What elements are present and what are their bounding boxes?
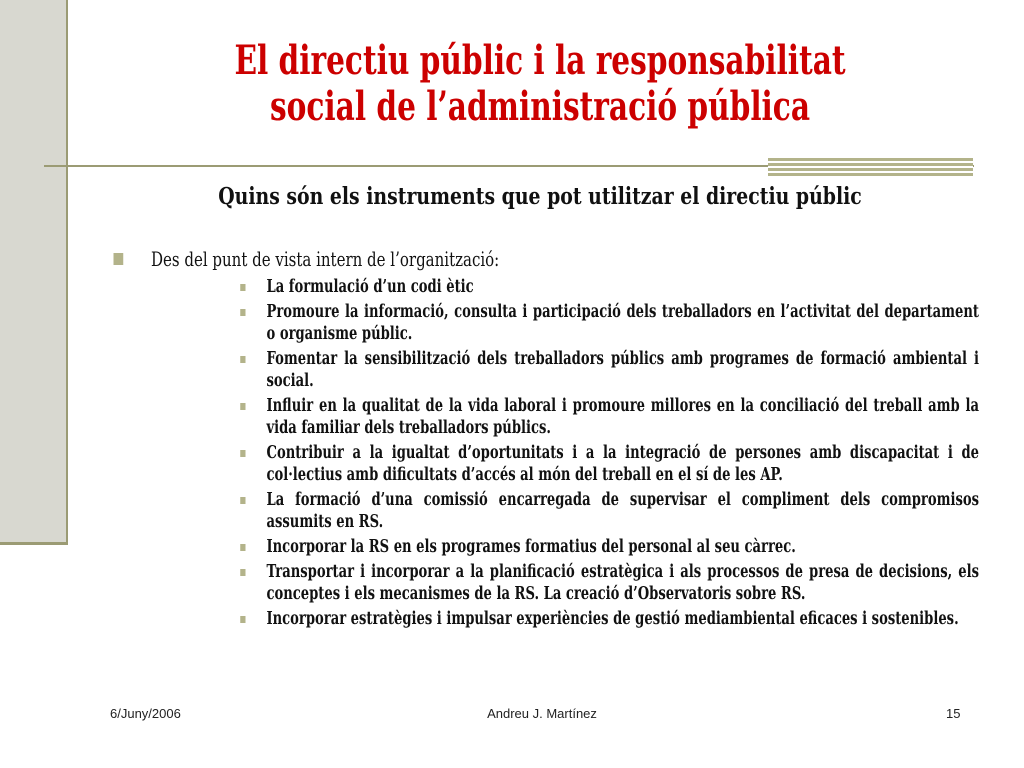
sub-bullet-item (240, 608, 979, 630)
small-square-bullet-icon (240, 309, 245, 316)
small-square-bullet-icon (240, 450, 245, 457)
sub-bullet-text: Contribuir a la igualtat d’oportunitats i a la integració de persones amb discapacitat i de col·lectius amb dificultats d’accés al món del treball en el sí de les AP. (266, 443, 979, 485)
sub-bullet-text: Promoure la informació, consulta i participació dels treballadors en l’activitat del departament o organisme públic. (266, 302, 979, 344)
square-bullet-icon (114, 253, 124, 265)
small-square-bullet-icon (240, 497, 245, 504)
small-square-bullet-icon (240, 616, 245, 623)
sub-bullet-item (240, 561, 979, 605)
slide-title: El directiu públic i la responsabilitat social de l’administració pública (234, 37, 846, 130)
footer-page-number: 15 (946, 706, 961, 721)
sub-bullet-text: Influir en la qualitat de la vida laboral i promoure millores en la conciliació del treball amb la vida familiar dels treballadors públics. (266, 396, 979, 438)
small-square-bullet-icon (240, 403, 245, 410)
title-divider-accent (768, 158, 973, 178)
main-bullet (112, 246, 862, 272)
sub-bullet-text: Incorporar la RS en els programes formatius del personal al seu càrrec. (266, 537, 796, 557)
sub-bullet-item (240, 276, 979, 298)
sub-bullet-text: La formulació d’un codi ètic (266, 277, 474, 297)
small-square-bullet-icon (240, 569, 245, 576)
sub-bullet-text: Incorporar estratègies i impulsar experiències de gestió mediambiental eficaces i sostenibles. (266, 609, 959, 629)
small-square-bullet-icon (240, 284, 245, 291)
slide-subtitle: Quins són els instruments que pot utilitzar el directiu públic (218, 183, 862, 210)
sub-bullet-text: Transportar i incorporar a la planificació estratègica i als processos de presa de decisions, els conceptes i els mecanismes de la RS. La creació d’Observatoris sobre RS. (266, 562, 979, 604)
sub-bullet-text: La formació d’una comissió encarregada de supervisar el compliment dels compromisos assumits en RS. (266, 490, 979, 532)
sub-bullet-item (240, 442, 979, 486)
footer-date: 6/Juny/2006 (110, 706, 181, 721)
left-decorative-bar (0, 0, 68, 545)
small-square-bullet-icon (240, 356, 245, 363)
main-bullet-text: Des del punt de vista intern de l’organització: (151, 247, 500, 271)
sub-bullet-text: Fomentar la sensibilització dels treballadors públics amb programes de formació ambiental i social. (266, 349, 979, 391)
sub-bullet-item (240, 536, 979, 558)
small-square-bullet-icon (240, 544, 245, 551)
slide-content (112, 246, 979, 633)
sub-bullet-item (240, 301, 979, 345)
sub-bullet-item (240, 348, 979, 392)
sub-bullet-item (240, 395, 979, 439)
footer-author: Andreu J. Martínez (487, 706, 597, 721)
sub-bullet-list (112, 276, 979, 630)
sub-bullet-item (240, 489, 979, 533)
